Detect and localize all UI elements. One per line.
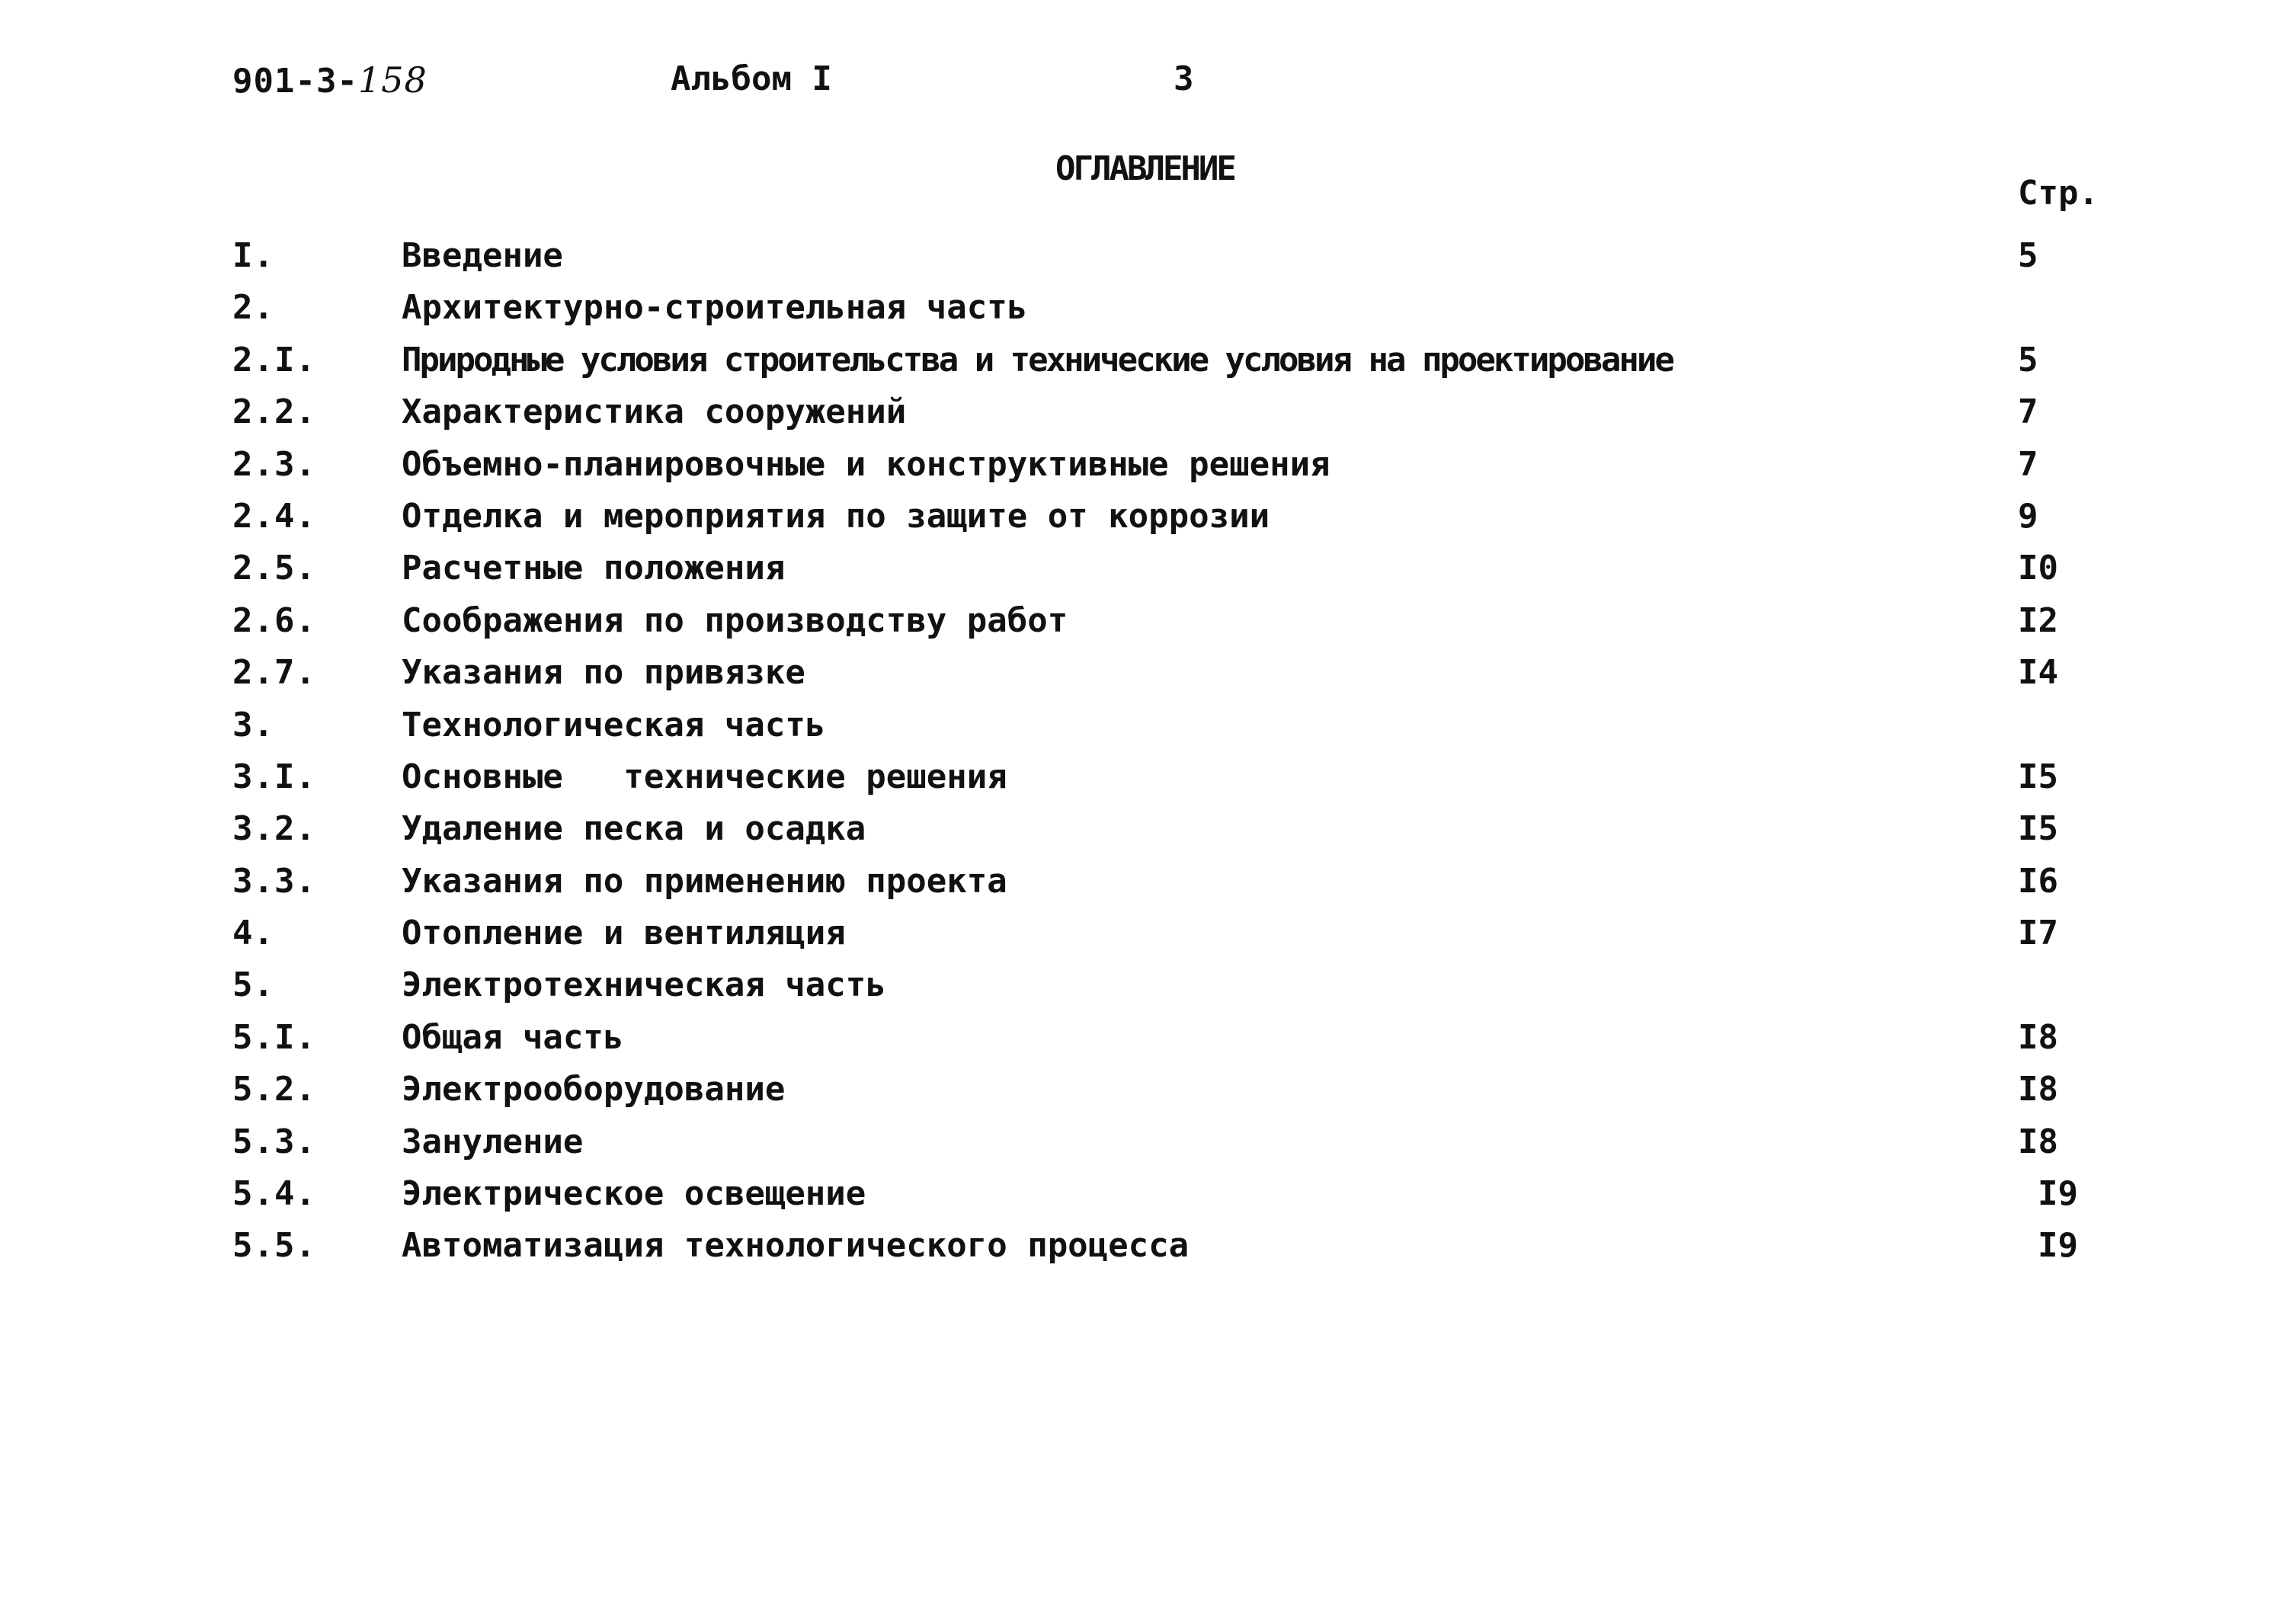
toc-entry-title: Введение <box>402 236 563 275</box>
toc-entry <box>0 1122 2296 1174</box>
page-column-label: Стр. <box>2018 174 2099 213</box>
toc-entry-title: Характеристика сооружений <box>402 392 907 432</box>
toc-entry-number: 5. <box>232 965 274 1005</box>
toc-entry-page: 5 <box>2018 236 2038 275</box>
toc-entry-number: 3.I. <box>232 757 316 796</box>
toc-entry-number: 3. <box>232 705 274 744</box>
toc-entry <box>0 706 2296 757</box>
toc-entry-title: Отопление и вентиляция <box>402 914 846 953</box>
toc-entry-page: I4 <box>2018 653 2058 693</box>
toc-entry-title: Указания по привязке <box>402 653 805 693</box>
toc-entry-page: I8 <box>2018 1017 2058 1057</box>
toc-entry-number: 5.I. <box>232 1017 316 1057</box>
toc-entry-number: 2.5. <box>232 549 316 588</box>
toc-entry-number: 2.4. <box>232 496 316 536</box>
toc-entry <box>0 757 2296 809</box>
toc-entry <box>0 1226 2296 1278</box>
toc-entry-number: I. <box>232 236 274 275</box>
toc-entry <box>0 497 2296 549</box>
toc-entry-number: 3.2. <box>232 809 316 849</box>
toc-entry-page: I7 <box>2018 914 2058 953</box>
toc-entry-number: 5.4. <box>232 1174 316 1214</box>
toc-entry <box>0 601 2296 653</box>
toc-entry <box>0 965 2296 1017</box>
toc-entry-number: 4. <box>232 914 274 953</box>
toc-entry <box>0 1174 2296 1226</box>
toc-entry <box>0 1018 2296 1070</box>
toc-entry-number: 2.6. <box>232 600 316 640</box>
toc-entry-page: I0 <box>2018 549 2058 588</box>
toc-entry-page: I6 <box>2018 861 2058 901</box>
toc-entry-page: 7 <box>2018 392 2038 432</box>
toc-entry <box>0 809 2296 861</box>
toc-entry-title: Расчетные положения <box>402 549 786 588</box>
toc-entry <box>0 653 2296 705</box>
toc-entry-page: I9 <box>2038 1226 2078 1266</box>
toc-entry-title: Объемно-планировочные и конструктивные решения <box>402 444 1331 484</box>
toc-entry-number: 2.3. <box>232 444 316 484</box>
toc-entry-page: 9 <box>2018 496 2038 536</box>
toc-entry-number: 2. <box>232 288 274 328</box>
toc-entry <box>0 1070 2296 1122</box>
toc-entry-number: 2.I. <box>232 340 316 379</box>
toc-entry-title: Электротехническая часть <box>402 965 886 1005</box>
toc-entry-number: 3.3. <box>232 861 316 901</box>
page-header <box>0 59 2296 113</box>
toc-entry <box>0 392 2296 444</box>
toc-entry <box>0 549 2296 600</box>
toc-entry-number: 2.2. <box>232 392 316 432</box>
toc-entry-title: Технологическая часть <box>402 705 826 744</box>
toc-entry-title: Автоматизация технологического процесса <box>402 1226 1190 1266</box>
document-code-printed: 901-3- <box>232 62 358 101</box>
toc-entry-title: Электрическое освещение <box>402 1174 866 1214</box>
toc-entry-title: Удаление песка и осадка <box>402 809 866 849</box>
page-number: 3 <box>1174 59 1194 98</box>
toc-entry-page: I2 <box>2018 600 2058 640</box>
toc-entry-title: Отделка и мероприятия по защите от коррозии <box>402 496 1270 536</box>
toc-entry-number: 5.2. <box>232 1070 316 1109</box>
toc-entry <box>0 341 2296 392</box>
toc-entry <box>0 236 2296 288</box>
toc-entry-page: I9 <box>2038 1174 2078 1214</box>
album-label: Альбом I <box>671 59 832 98</box>
toc-entry-page: I8 <box>2018 1070 2058 1109</box>
toc-entry-number: 5.5. <box>232 1226 316 1266</box>
toc-entry-title: Указания по применению проекта <box>402 861 1007 901</box>
toc-entry-title: Общая часть <box>402 1017 624 1057</box>
document-code <box>232 59 427 101</box>
toc-entry-title: Архитектурно-строительная часть <box>402 288 1028 328</box>
toc-entry-page: 5 <box>2018 340 2038 379</box>
table-of-contents <box>0 236 2296 1279</box>
toc-title: ОГЛАВЛЕНИЕ <box>1055 149 1234 188</box>
toc-entry-number: 5.3. <box>232 1122 316 1161</box>
toc-entry-title: Зануление <box>402 1122 584 1161</box>
toc-entry-number: 2.7. <box>232 653 316 693</box>
toc-entry <box>0 288 2296 340</box>
toc-entry-page: I5 <box>2018 757 2058 796</box>
toc-entry-title: Соображения по производству работ <box>402 600 1068 640</box>
toc-entry-title: Основные технические решения <box>402 757 1007 796</box>
toc-entry-page: I8 <box>2018 1122 2058 1161</box>
toc-entry <box>0 862 2296 914</box>
toc-entry <box>0 445 2296 497</box>
toc-entry-title: Электрооборудование <box>402 1070 786 1109</box>
toc-entry-page: I5 <box>2018 809 2058 849</box>
document-code-handwritten: 158 <box>357 59 427 101</box>
toc-entry-page: 7 <box>2018 444 2038 484</box>
toc-entry <box>0 914 2296 965</box>
toc-entry-title: Природные условия строительства и технические условия на проектирование <box>402 340 1673 379</box>
